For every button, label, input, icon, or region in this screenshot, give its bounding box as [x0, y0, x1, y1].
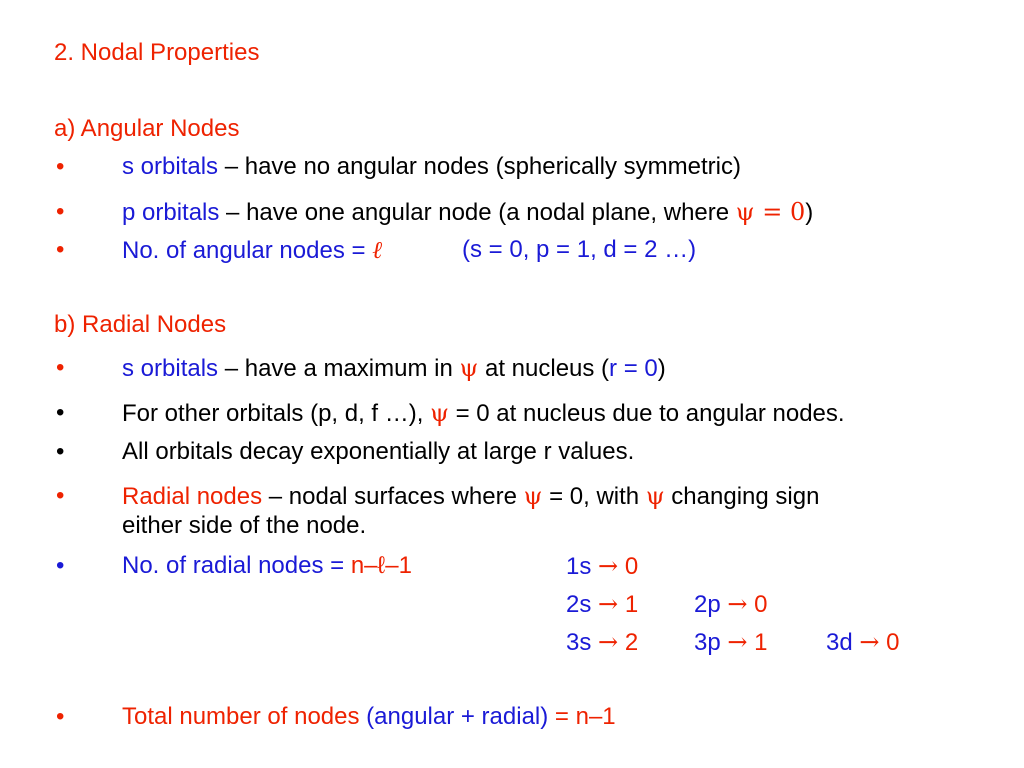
arrow-icon: → [598, 590, 619, 618]
angular-heading: a) Angular Nodes [54, 115, 240, 142]
angular-plus-radial: (angular + radial) [359, 703, 555, 730]
radial-nodes-formula: n–ℓ–1 [350, 552, 412, 579]
s-orbitals-term: s orbitals [122, 153, 219, 180]
psi-symbol: ψ [523, 482, 543, 510]
bullet-icon: • [56, 438, 65, 465]
example-1s: 1s → 0 [566, 552, 639, 580]
bullet-icon: • [56, 198, 65, 225]
arrow-icon: → [859, 628, 880, 656]
p-orbitals-term: p orbitals [122, 199, 220, 226]
radial-nodes-label: No. of radial nodes = [122, 552, 351, 579]
radial-nodes-term: Radial nodes [122, 483, 263, 510]
r-equals-zero: r = 0 [609, 355, 658, 382]
bullet-icon: • [56, 354, 65, 381]
total-nodes-formula: = n–1 [554, 703, 616, 730]
bullet-icon: • [56, 153, 65, 180]
arrow-icon: → [727, 590, 748, 618]
radial-heading: b) Radial Nodes [54, 311, 227, 338]
total-nodes-term: Total number of nodes [122, 703, 360, 730]
page-title: 2. Nodal Properties [54, 39, 260, 66]
example-3s: 3s → 2 [566, 628, 639, 656]
bullet-icon: • [56, 703, 65, 730]
arrow-icon: → [727, 628, 748, 656]
arrow-icon: → [598, 552, 619, 580]
example-2s: 2s → 1 [566, 590, 639, 618]
example-2p: 2p → 0 [694, 590, 768, 618]
bullet-icon: • [56, 482, 65, 509]
psi-symbol: ψ [459, 354, 479, 382]
psi-symbol: ψ [645, 482, 665, 510]
bullet-icon: • [56, 236, 65, 263]
angular-node-values: (s = 0, p = 1, d = 2 …) [462, 236, 697, 263]
s-orbitals-term: s orbitals [122, 355, 219, 382]
example-3d: 3d → 0 [826, 628, 900, 656]
angular-nodes-label: No. of angular nodes = [122, 237, 373, 264]
ell-symbol: ℓ [372, 236, 383, 264]
psi-symbol: ψ [430, 399, 449, 427]
bullet-icon: • [56, 399, 65, 426]
psi-equals-zero: ψ = 0 [735, 198, 806, 226]
example-3p: 3p → 1 [694, 628, 768, 656]
bullet-icon: • [56, 552, 65, 579]
arrow-icon: → [598, 628, 619, 656]
